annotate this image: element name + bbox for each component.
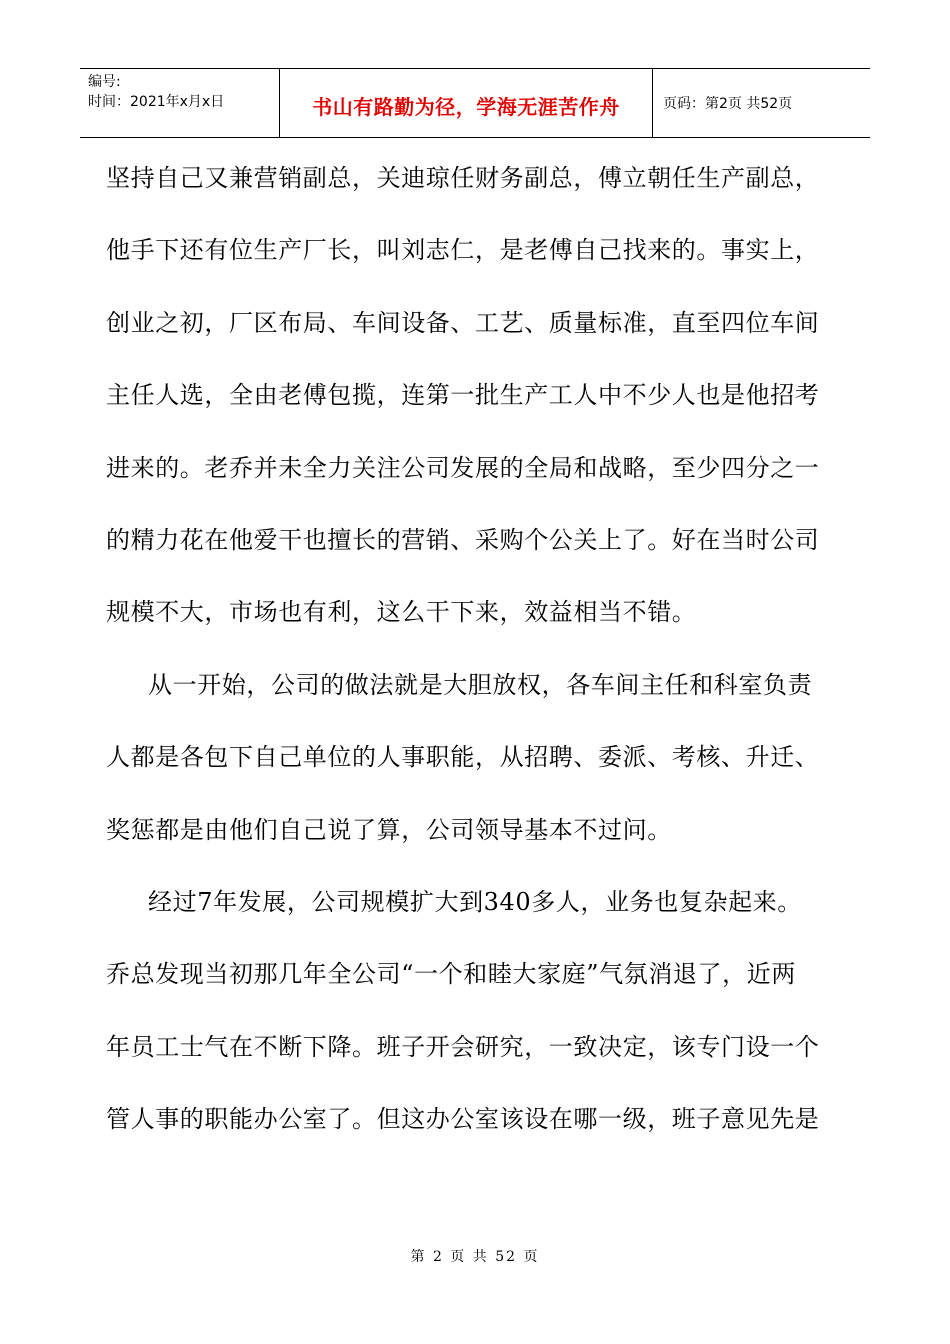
- body-line: 规模不大，市场也有利，这么干下来，效益相当不错。: [106, 598, 697, 627]
- body-line: 他手下还有位生产厂长，叫刘志仁，是老傅自己找来的。事实上，: [106, 236, 820, 265]
- header-meta: [80, 69, 280, 137]
- body-line: 经过7年发展，公司规模扩大到340多人，业务也复杂起来。: [148, 888, 802, 917]
- body-line: 从一开始，公司的做法就是大胆放权，各车间主任和科室负责: [148, 670, 813, 699]
- body-line: 坚持自己又兼营销副总，关迪琼任财务副总，傅立朝任生产副总，: [106, 164, 820, 192]
- body-line: 的精力花在他爱干也擅长的营销、采购个公关上了。好在当时公司: [106, 526, 820, 555]
- body-line: 创业之初，厂区布局、车间设备、工艺、质量标准，直至四位车间: [106, 308, 820, 337]
- body-line: 奖惩都是由他们自己说了算，公司领导基本不过问。: [106, 815, 672, 844]
- body-line: 人都是各包下自己单位的人事职能，从招聘、委派、考核、升迁、: [106, 743, 820, 772]
- header-motto: 书山有路勤为径，学海无涯苦作舟: [280, 69, 653, 137]
- body-line: 主任人选，全由老傅包揽，连第一批生产工人中不少人也是他招考: [106, 381, 820, 410]
- body-line: 年员工士气在不断下降。班子开会研究，一致决定，该专门设一个: [106, 1032, 820, 1061]
- body-line: 进来的。老乔并未全力关注公司发展的全局和战略，至少四分之一: [106, 453, 820, 482]
- serial-number-label: 编号:: [88, 74, 121, 90]
- date-label: 时间：2021年x月x日: [88, 94, 225, 110]
- body-line: 管人事的职能办公室了。但这办公室该设在哪一级，班子意见先是: [106, 1105, 820, 1134]
- page-footer: 第 2 页 共 52 页: [410, 1249, 540, 1265]
- header-page-number: 页码：第2页 共52页: [663, 96, 793, 112]
- document-body: [106, 142, 846, 1156]
- body-line: 乔总发现当初那几年全公司“一个和睦大家庭”气氛消退了，近两: [106, 960, 796, 989]
- page-header: [80, 68, 870, 138]
